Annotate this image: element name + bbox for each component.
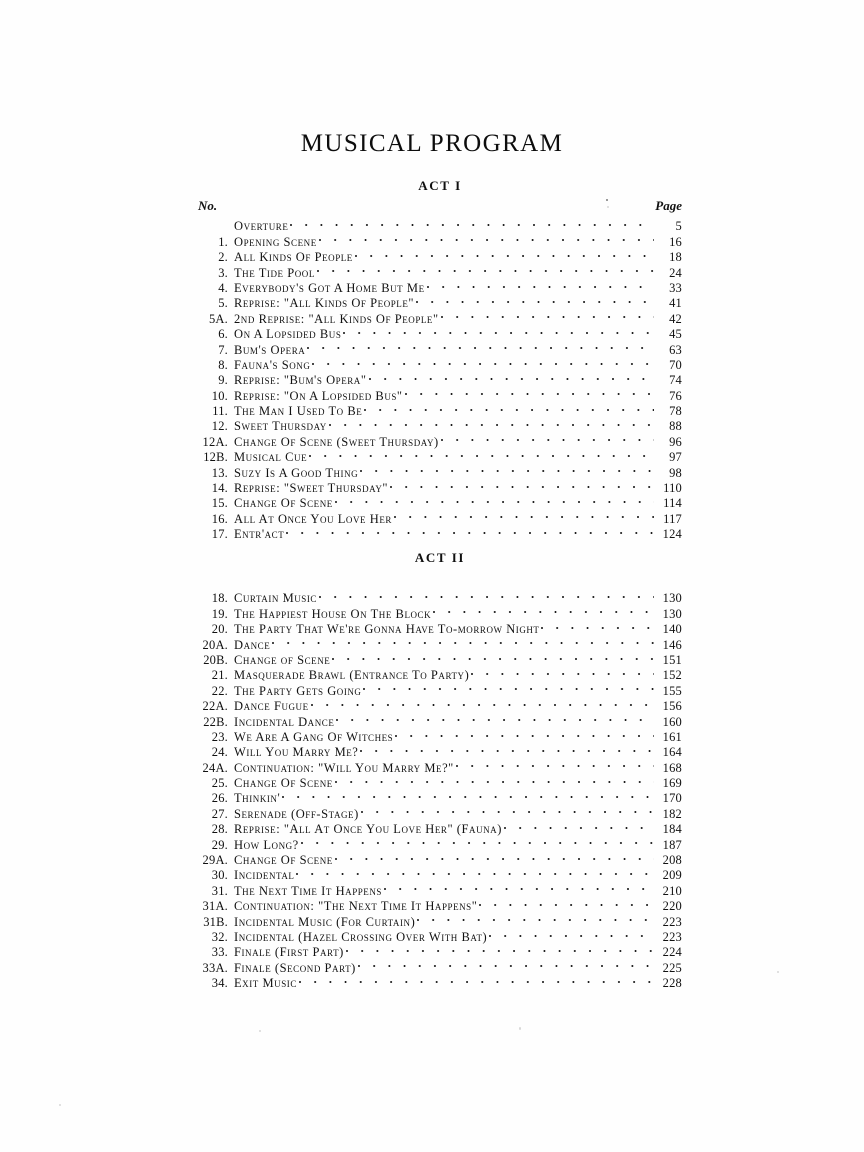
entry-title: Reprise: "All At Once You Love Her" (Fauna) xyxy=(234,822,502,837)
dot-leader xyxy=(356,956,656,971)
program-entry xyxy=(198,695,682,714)
entry-title: Masquerade Brawl (Entrance To Party) xyxy=(234,668,470,683)
program-entry xyxy=(198,664,682,683)
program-entry xyxy=(198,323,682,342)
dot-leader xyxy=(414,292,656,307)
program-entry xyxy=(198,430,682,449)
program-entry xyxy=(198,261,682,280)
entry-title: Serenade (Off-Stage) xyxy=(234,806,359,821)
entry-number: 34. xyxy=(211,976,228,991)
dot-leader xyxy=(439,430,656,445)
program-entry xyxy=(198,400,682,419)
program-entry xyxy=(198,818,682,837)
entry-number: 29A. xyxy=(202,853,228,868)
entry-number: 29. xyxy=(211,837,228,852)
act-heading: ACT II xyxy=(414,550,466,565)
entry-number: 22. xyxy=(211,683,228,698)
entry-number: 8. xyxy=(218,357,228,372)
program-entry xyxy=(198,941,682,960)
entry-page-number: 169 xyxy=(662,776,682,791)
dot-leader xyxy=(334,710,656,725)
program-entry xyxy=(198,726,682,744)
entry-title: The Tide Pool xyxy=(234,265,315,280)
dot-leader xyxy=(361,679,656,694)
entry-page-number: 63 xyxy=(669,342,682,357)
dot-leader xyxy=(388,477,656,492)
program-entry xyxy=(198,679,682,698)
entry-title: Suzy Is A Good Thing xyxy=(234,465,359,480)
entry-page-number: 45 xyxy=(669,327,682,342)
program-entry xyxy=(198,384,682,403)
dot-leader xyxy=(358,461,656,476)
dot-leader xyxy=(317,230,656,245)
dot-leader xyxy=(382,879,656,894)
program-entry xyxy=(198,587,682,606)
entry-page-number: 33 xyxy=(669,280,682,295)
program-entry xyxy=(198,246,682,265)
entry-number: 7. xyxy=(218,342,228,357)
entry-number: 6. xyxy=(218,327,228,342)
entry-number: 13. xyxy=(211,465,228,480)
dot-leader xyxy=(539,618,656,633)
entry-page-number: 24 xyxy=(669,265,682,280)
paper-speck xyxy=(607,206,609,208)
entry-title: How Long? xyxy=(234,837,299,852)
entry-page-number: 98 xyxy=(669,465,682,480)
entry-page-number: 209 xyxy=(662,868,682,883)
entry-page-number: 161 xyxy=(662,729,682,744)
entry-page-number: 225 xyxy=(662,960,682,975)
dot-leader xyxy=(469,664,656,679)
program-entry xyxy=(198,492,682,511)
program-entry xyxy=(198,477,682,496)
entry-number: 22A. xyxy=(202,699,228,714)
entry-number: 25. xyxy=(211,776,228,791)
entry-number: 20. xyxy=(211,622,228,637)
entry-title: Will You Marry Me? xyxy=(234,745,359,760)
entry-number: 12. xyxy=(211,419,228,434)
entry-title: Incidental Music (For Curtain) xyxy=(234,914,416,929)
dot-leader xyxy=(425,277,656,292)
entry-number: 10. xyxy=(211,388,228,403)
entry-number: 15. xyxy=(211,496,228,511)
entry-page-number: 18 xyxy=(669,250,682,265)
program-entry xyxy=(198,879,682,898)
entry-page-number: 124 xyxy=(662,527,682,542)
entry-page-number: 146 xyxy=(662,637,682,652)
program-entry xyxy=(198,602,682,621)
entry-page-number: 88 xyxy=(669,419,682,434)
dot-leader xyxy=(454,756,656,771)
paper-speck xyxy=(519,1027,521,1030)
entry-page-number: 117 xyxy=(663,511,682,526)
entry-page-number: 156 xyxy=(662,699,682,714)
program-entry-list xyxy=(198,215,682,542)
dot-leader xyxy=(310,354,656,369)
entry-page-number: 208 xyxy=(662,853,682,868)
entry-title: Curtain Music xyxy=(234,591,317,606)
program-entry xyxy=(198,618,682,637)
entry-number: 24. xyxy=(211,745,228,760)
program-entry xyxy=(198,292,682,311)
entry-title: The Happiest House On The Block xyxy=(234,606,432,621)
entry-title: Change Of Scene (Sweet Thursday) xyxy=(234,434,439,449)
dot-leader xyxy=(403,384,656,399)
program-entry xyxy=(198,972,682,991)
entry-page-number: 187 xyxy=(662,837,682,852)
entry-number: 11. xyxy=(212,404,228,419)
entry-number: 4. xyxy=(218,280,228,295)
dot-leader xyxy=(309,695,656,710)
program-entry xyxy=(198,849,682,868)
entry-page-number: 76 xyxy=(669,388,682,403)
program-entry xyxy=(198,523,682,542)
entry-number: 33. xyxy=(211,945,228,960)
program-entry xyxy=(198,802,682,821)
dot-leader xyxy=(477,895,656,910)
entry-page-number: 182 xyxy=(662,806,682,821)
entry-number: 22B. xyxy=(203,714,228,729)
dot-leader xyxy=(330,649,656,664)
entry-number: 18. xyxy=(211,591,228,606)
dot-leader xyxy=(307,446,656,461)
dot-leader xyxy=(333,492,656,507)
entry-title: Opening Scene xyxy=(234,234,317,249)
entry-title: Incidental Dance xyxy=(234,714,335,729)
program-entry xyxy=(198,230,682,249)
entry-title: The Man I Used To Be xyxy=(234,404,363,419)
entry-number: 31B. xyxy=(203,914,228,929)
program-entry xyxy=(198,277,682,295)
entry-title: Dance Fugue xyxy=(234,699,309,714)
dot-leader xyxy=(359,802,656,817)
program-entry xyxy=(198,633,682,652)
entry-number: 32. xyxy=(211,929,228,944)
entry-title: Change Of Scene xyxy=(234,853,333,868)
program-entry xyxy=(198,833,682,852)
dot-leader xyxy=(270,633,656,648)
entry-title: Continuation: "The Next Time It Happens" xyxy=(234,899,478,914)
entry-number: 23. xyxy=(211,729,228,744)
program-entry xyxy=(198,354,682,372)
act-section-2 xyxy=(198,548,682,991)
entry-title: Incidental xyxy=(234,868,295,883)
entry-title: Overture xyxy=(234,219,289,234)
entry-page-number: 155 xyxy=(662,683,682,698)
entry-title: Thinkin' xyxy=(234,791,281,806)
entry-page-number: 41 xyxy=(669,296,682,311)
program-entry xyxy=(198,338,682,357)
program-entry xyxy=(198,772,682,791)
act-section-1 xyxy=(198,176,682,542)
program-entry xyxy=(198,415,682,434)
entry-page-number: 70 xyxy=(669,357,682,372)
entry-number: 24A. xyxy=(202,760,228,775)
entry-number: 28. xyxy=(211,822,228,837)
dot-leader xyxy=(288,215,656,230)
entry-page-number: 168 xyxy=(662,760,682,775)
entry-title: We Are A Gang Of Witches xyxy=(234,729,394,744)
entry-title: Reprise: "Sweet Thursday" xyxy=(234,481,389,496)
program-entry xyxy=(198,956,682,975)
paper-speck xyxy=(259,1030,261,1032)
dot-leader xyxy=(393,726,656,741)
dot-leader xyxy=(294,864,656,879)
dot-leader xyxy=(415,910,656,925)
entry-page-number: 223 xyxy=(662,929,682,944)
column-header-page: Page xyxy=(655,198,682,213)
program-entry xyxy=(198,787,682,806)
entry-page-number: 224 xyxy=(662,945,682,960)
entry-title: Entr'act xyxy=(234,527,285,542)
entry-page-number: 160 xyxy=(662,714,682,729)
program-entry xyxy=(198,307,682,326)
entry-title: Reprise: "On A Lopsided Bus" xyxy=(234,388,403,403)
dot-leader xyxy=(333,772,656,787)
dot-leader xyxy=(280,787,656,802)
program-entry xyxy=(198,446,682,465)
dot-leader xyxy=(362,400,656,415)
entry-number: 19. xyxy=(211,606,228,621)
entry-page-number: 130 xyxy=(662,606,682,621)
entry-page-number: 78 xyxy=(669,404,682,419)
dot-leader xyxy=(431,602,656,617)
paper-speck xyxy=(777,971,779,973)
entry-title: Sweet Thursday xyxy=(234,419,327,434)
entry-title: All Kinds Of People xyxy=(234,250,353,265)
entry-number: 20B. xyxy=(203,652,228,667)
entry-number: 14. xyxy=(211,481,228,496)
entry-number: 33A. xyxy=(202,960,228,975)
entry-title: Fauna's Song xyxy=(234,357,311,372)
dot-leader xyxy=(502,818,656,833)
dot-leader xyxy=(284,523,656,538)
entry-title: Change of Scene xyxy=(234,652,331,667)
entry-page-number: 130 xyxy=(662,591,682,606)
entry-title: Musical Cue xyxy=(234,450,308,465)
program-entry xyxy=(198,741,682,760)
entry-page-number: 110 xyxy=(663,481,682,496)
entry-title: Incidental (Hazel Crossing Over With Bat) xyxy=(234,929,488,944)
program-entry xyxy=(198,507,682,526)
entry-page-number: 140 xyxy=(662,622,682,637)
entry-title: Finale (First Part) xyxy=(234,945,344,960)
dot-leader xyxy=(439,307,656,322)
dot-leader xyxy=(341,323,656,338)
entry-page-number: 152 xyxy=(662,668,682,683)
entry-title: The Party Gets Going xyxy=(234,683,362,698)
paper-speck xyxy=(59,1104,61,1106)
entry-title: Reprise: "Bum's Opera" xyxy=(234,373,367,388)
dot-leader xyxy=(392,507,656,522)
dot-leader xyxy=(299,833,656,848)
program-entry-list xyxy=(198,587,682,991)
entry-title: Bum's Opera xyxy=(234,342,306,357)
entry-title: Continuation: "Will You Marry Me?" xyxy=(234,760,454,775)
entry-page-number: 151 xyxy=(662,652,682,667)
entry-number: 17. xyxy=(211,527,228,542)
entry-title: Everybody's Got A Home But Me xyxy=(234,280,425,295)
entry-page-number: 170 xyxy=(662,791,682,806)
dot-leader xyxy=(305,338,656,353)
entry-page-number: 97 xyxy=(669,450,682,465)
program-entry xyxy=(198,926,682,944)
entry-number: 12A. xyxy=(202,434,228,449)
dot-leader xyxy=(358,741,656,756)
entry-title: Exit Music xyxy=(234,976,297,991)
entry-page-number: 210 xyxy=(662,883,682,898)
entry-number: 1. xyxy=(218,234,228,249)
program-entry xyxy=(198,864,682,883)
entry-number: 20A. xyxy=(202,637,228,652)
program-entry xyxy=(198,910,682,929)
dot-leader xyxy=(317,587,656,602)
dot-leader xyxy=(344,941,656,956)
entry-number: 27. xyxy=(211,806,228,821)
dot-leader xyxy=(333,849,656,864)
entry-number: 21. xyxy=(211,668,228,683)
page-title: MUSICAL PROGRAM xyxy=(300,130,564,157)
entry-page-number: 184 xyxy=(662,822,682,837)
entry-title: The Next Time It Happens xyxy=(234,883,382,898)
entry-page-number: 42 xyxy=(669,311,682,326)
column-headers xyxy=(198,196,682,215)
column-header-no: No. xyxy=(198,198,218,213)
entry-title: Change Of Scene xyxy=(234,496,333,511)
entry-page-number: 74 xyxy=(669,373,682,388)
speck-mark xyxy=(606,199,608,201)
entry-title: Dance xyxy=(234,637,271,652)
entry-number: 16. xyxy=(211,511,228,526)
entry-page-number: 16 xyxy=(669,234,682,249)
entry-number: 2. xyxy=(218,250,228,265)
entry-title: Change Of Scene xyxy=(234,776,333,791)
entry-title: 2nd Reprise: "All Kinds Of People" xyxy=(234,311,439,326)
entry-page-number: 96 xyxy=(669,434,682,449)
dot-leader xyxy=(367,369,656,384)
program-entry xyxy=(198,895,682,914)
entry-number: 26. xyxy=(211,791,228,806)
entry-title: All At Once You Love Her xyxy=(234,511,392,526)
entry-title: Finale (Second Part) xyxy=(234,960,356,975)
entry-number: 30. xyxy=(211,868,228,883)
dot-leader xyxy=(297,972,656,987)
dot-leader xyxy=(327,415,656,430)
entry-number: 31. xyxy=(211,883,228,898)
program-entry xyxy=(198,649,682,667)
dot-leader xyxy=(315,261,656,276)
program-entry xyxy=(198,369,682,388)
entry-title: Reprise: "All Kinds Of People" xyxy=(234,296,415,311)
entry-page-number: 223 xyxy=(662,914,682,929)
program-entry xyxy=(198,461,682,480)
entry-number: 31A. xyxy=(202,899,228,914)
entry-number: 5A. xyxy=(208,311,228,326)
program-entry xyxy=(198,215,682,234)
dot-leader xyxy=(353,246,656,261)
entry-page-number: 220 xyxy=(662,899,682,914)
entry-number: 9. xyxy=(218,373,228,388)
entry-number: 5. xyxy=(218,296,228,311)
program-entry xyxy=(198,756,682,775)
entry-number: 12B. xyxy=(203,450,228,465)
program-entry xyxy=(198,710,682,729)
entry-page-number: 5 xyxy=(675,219,682,234)
dot-leader xyxy=(487,926,656,941)
act-heading: ACT I xyxy=(418,178,462,193)
entry-page-number: 164 xyxy=(662,745,682,760)
entry-page-number: 114 xyxy=(663,496,682,511)
entry-title: On A Lopsided Bus xyxy=(234,327,342,342)
entry-page-number: 228 xyxy=(662,976,682,991)
entry-number: 3. xyxy=(218,265,228,280)
entry-title: The Party That We're Gonna Have To-morrow Night xyxy=(234,622,540,637)
